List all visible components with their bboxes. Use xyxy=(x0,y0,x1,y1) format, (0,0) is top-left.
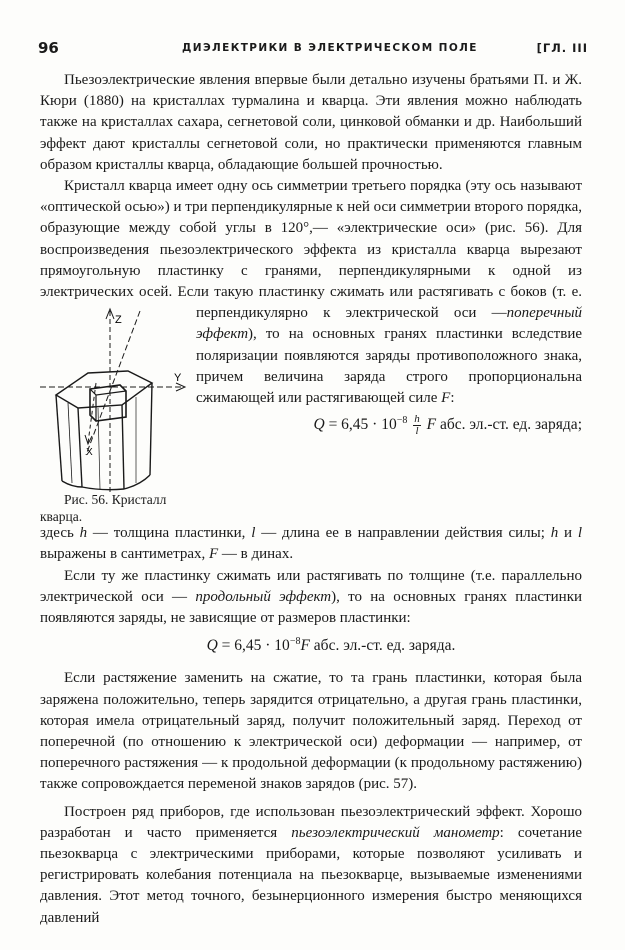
figure-56 xyxy=(36,305,188,523)
paragraph-curie: Пьезоэлектрические явления впервые были детально изучены братьями П. и Ж. Кюри (1880) на кристаллах турмалина и кварца. Эти явления можно наблюдать также на кристаллах сахара, сегнетовой соли, цинковой обманки и др. Наибольший эффект дают кристаллы сегнетовой соли, но практически применяются главным образом кристаллы кварца, обладающие большей прочностью. xyxy=(40,72,582,173)
formula-longitudinal xyxy=(80,635,582,656)
formula-exp: −8 xyxy=(396,415,408,427)
formula-exp: −8 xyxy=(289,636,301,648)
formula-fraction xyxy=(413,414,421,437)
text-fragment: Построен ряд приборов, где использован пьезоэлектрический эффект. Хорошо разработан и часто применяется xyxy=(40,803,582,841)
formula-lhs: Q xyxy=(206,637,218,655)
text-fragment: Кристалл кварца имеет одну ось симметрии третьего порядка (эту ось называют «оптической осью») и три перпендикулярные к ней оси симметрии второго порядка, образующие между собой углы в 120°,— «электрические оси» (рис. 56). Для воспроизведения пьезоэлектрического эффекта из кристалла кварца вырезают прямоугольную пластинку с гранями, перпендикулярными к одной из электрических осей. Если такую пластинку сжимать или растягивать с боков (т. е. перпендикулярно к электрической оси — xyxy=(40,178,582,322)
text-fragment: выражены в сантиметрах, xyxy=(40,546,206,563)
emphasis-longitudinal: продольный эффект xyxy=(195,588,332,605)
formula-units: абс. эл.-ст. ед. заряда; xyxy=(439,416,582,434)
text-fragment: ), то на основных гранях пластинки вследствие поляризации появляются заряды противоположного знака, причем величина заряда строго пропорциональна сжимающей или растягивающей силе xyxy=(196,326,582,407)
var-h: h xyxy=(79,525,88,542)
fraction-numerator: h xyxy=(414,413,420,426)
quartz-crystal-drawing xyxy=(36,305,188,495)
axis-label-z: Z xyxy=(115,314,122,327)
formula-var: F xyxy=(300,637,310,655)
formula-var: F xyxy=(426,416,437,434)
text-fragment: ), то на основных гранях пластинки появляются заряды, не зависящие от размеров пластинки: xyxy=(40,588,583,627)
text-fragment: Если ту же пластинку сжимать или растягивать по толщине (т.е. параллельно электрической оси — xyxy=(40,567,582,605)
var-l: l xyxy=(251,525,256,542)
fraction-denominator: l xyxy=(415,425,419,438)
text-fragment: — в динах. xyxy=(221,546,294,563)
text-fragment: — толщина пластинки, xyxy=(92,525,246,542)
var-h: h xyxy=(550,525,559,542)
page-number: 96 xyxy=(38,39,59,57)
paragraph-sign-change: Если растяжение заменить на сжатие, то та грань пластинки, которая была заряжена положительно, теперь зарядится отрицательно, а другая грань пластинки, которая имела отрицательный заряд, получит положительный заряд. Переход от поперечной (по отношению к электрической оси) деформации — например, от поперечного растяжения — к продольной деформации (к продольному растяжению) также сопровождается переменой знаков зарядов (рис. 57). xyxy=(40,670,582,793)
emphasis-manometer: пьезоэлектрический манометр xyxy=(291,824,500,841)
text-fragment: и xyxy=(564,525,573,542)
axis-label-x: X xyxy=(86,447,93,459)
text-fragment: — длина ее в направлении действия силы; xyxy=(261,525,545,542)
figure-caption: Рис. 56. Кристалл кварца. xyxy=(40,492,167,525)
page-body xyxy=(40,70,582,929)
paragraph-longitudinal xyxy=(40,566,582,630)
var-force: F xyxy=(441,390,451,407)
running-title: ДИЭЛЕКТРИКИ В ЭЛЕКТРИЧЕСКОМ ПОЛЕ xyxy=(182,42,478,54)
axis-label-y: Y xyxy=(174,372,182,385)
var-l: l xyxy=(577,525,583,542)
formula-units: абс. эл.-ст. ед. заряда. xyxy=(313,637,456,655)
formula-coef: = 6,45 · 10 xyxy=(221,637,290,655)
emphasis-transverse: поперечный эффект xyxy=(196,305,582,343)
running-header xyxy=(38,38,588,58)
formula-coef: = 6,45 · 10 xyxy=(328,416,397,434)
paragraph-definitions xyxy=(40,523,582,565)
chapter-label: [ГЛ. III xyxy=(536,41,588,55)
text-fragment: здесь xyxy=(40,525,74,542)
formula-lhs: Q xyxy=(313,416,325,434)
text-fragment: : сочетание пьезокварца с электрическими приборами, которые позволяют усиливать и регистрировать колебания потенциала на пьезокварце, вызываемые изменениями давления. Этот метод точного, безынерционного измерения быстро меняющихся давлений xyxy=(40,824,583,926)
var-force: F xyxy=(208,546,219,563)
paragraph-manometer xyxy=(40,802,582,929)
text-fragment: : xyxy=(450,390,455,407)
